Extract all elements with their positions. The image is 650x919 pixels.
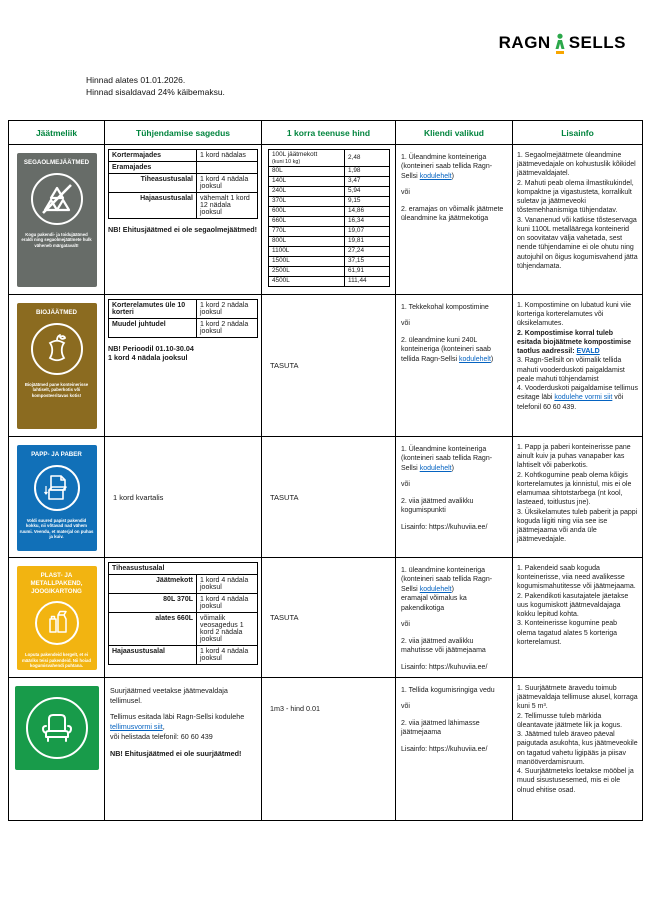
apple-core-icon: [31, 323, 83, 375]
freq-label: alates 660L: [109, 613, 197, 646]
price-value: 19,07: [345, 226, 390, 236]
info-item: 2. Tellimusse tuleb märkida üleantavate jäätmete liik ja kogus.: [517, 712, 623, 729]
price-size: 2500L: [269, 266, 345, 276]
choice-1: 1. Tekkekohal kompostimine: [401, 304, 489, 311]
price-size: 800L: [269, 236, 345, 246]
or-separator: või: [401, 481, 410, 489]
info-item: 1. Suurjäätmete äravedu toimub jäätmevaldaja tellimuse alusel, korraga kuni 5 m³.: [517, 685, 638, 711]
price-size: 1100L: [269, 246, 345, 256]
row-papp-ja-paber: [9, 437, 642, 558]
price-size: 660L: [269, 216, 345, 226]
freq-value: 1 kord 2 nädala jooksul: [197, 319, 258, 338]
segaolme-frequency-table: [108, 149, 258, 219]
paber-info-cell: [513, 437, 642, 558]
segaolme-price-cell: [262, 145, 396, 295]
pakend-card-cell: [9, 558, 105, 678]
koduleht-link[interactable]: kodulehelt: [458, 355, 491, 363]
info-item: 2. Mahuti peab olema ilmastikukindel, kompaktne ja vigastusteta, korralikult suletav ja jäätmeveoki tõstemehhanismiga tühjendatav.: [517, 179, 634, 215]
price-table: [8, 120, 643, 821]
tellimusvorm-link[interactable]: tellimusvormi siit: [110, 722, 163, 732]
freq-label: Hajaasustusalal: [109, 193, 197, 219]
freq-value: 1 kord kvartalis: [113, 492, 164, 502]
ragn-sells-man-icon: [552, 33, 568, 55]
evald-link[interactable]: EVALD: [576, 348, 600, 356]
segaolme-card-cell: [9, 145, 105, 295]
paber-card: [17, 445, 97, 551]
pakend-choices-cell: [396, 558, 513, 678]
price-value: 16,34: [345, 216, 390, 226]
row-plast-metallpakend: [9, 558, 642, 678]
header-valikud: Kliendi valikud: [396, 121, 513, 145]
bio-note: NB! Perioodil 01.10-30.04 1 kord 4 nädala jooksul: [108, 344, 194, 363]
info-item: 3. Ragn-Sellsilt on võimalik tellida mahuti vooderduskoti paigaldamist peale mahuti tühjendamist: [517, 357, 625, 383]
freq-label: Eramajades: [109, 162, 197, 174]
paber-caption: Voldi suured papist pakendid kokku, nii võtavad nad vähem ruumi. Veendu, et materjal on puhas ja kuiv.: [19, 517, 94, 540]
info-item: 3. Üksikelamutes tuleb paberit ja pappi koguda liigiti ning viia see ise jäätmejaama või anda üle jäätmevedajale.: [517, 508, 638, 544]
intro-text: [86, 74, 225, 99]
info-item: 1. Papp ja paberi konteinerisse pane ainult kuiv ja puhas vanapaber kas lahtiselt või paberkotis.: [517, 444, 631, 470]
row-segaolmejaatmed: [9, 145, 642, 295]
paber-title: PAPP- JA PABER: [31, 451, 82, 458]
info-item: 3. Konteinerisse kogumine peab olema tagatud alates 5 korteriga korterelamust.: [517, 620, 618, 646]
price-size: 100L jäätmekott (kuni 10 kg): [269, 150, 345, 167]
choice-1-extra: eramajal võimalus ka pakendikotiga: [401, 595, 467, 612]
info-item: 1. Segaolmejäätmete üleandmine jäätmevedajale on kohustuslik kõikidel jäätmevaldajatel.: [517, 152, 636, 178]
price-value: 61,91: [345, 266, 390, 276]
segaolme-caption: Kogu pakendi- ja toidujäätmed eraldi ning segaolmejäätmete hulk väheneb märgatavalt!: [21, 231, 92, 248]
info-item: 2. Pakendikoti kasutajatele jäetakse uus kogumiskott jäätmevaldajaga kokku lepitud kohta.: [517, 592, 629, 619]
info-item: 3. Jäätmed tuleb äraveo päeval paigutada asukohta, kus jäätmeveokile on tagatud vahetu ligipääs ja piisav manööverdamisruum.: [517, 731, 638, 766]
freq-header: Tiheasustusalal: [109, 563, 258, 575]
logo-word-ragn: RAGN: [498, 33, 551, 52]
price-effective-date: Hinnad alates 01.01.2026.: [86, 75, 186, 85]
choice-2: 2. viia jäätmed avalikku mahutisse või jäätmejaama: [401, 637, 486, 655]
suur-note: NB! Ehitusjäätmed ei ole suurjäätmed!: [110, 748, 242, 758]
info-item: 2. Kohtkogumine peab olema kõigis korterelamutes ja kinnistul, mis ei ole elamumaa sihtotstarbega (nt kool, lasteaed, toitlustus jne).: [517, 471, 632, 507]
price-value: 2,48: [345, 150, 390, 167]
price-value: 37,15: [345, 256, 390, 266]
price-free: TASUTA: [270, 361, 299, 370]
info-item: 1. Pakendeid saab koguda konteinerisse, viia need avalikesse kogumismahutitesse või jäätmejaama.: [517, 565, 636, 591]
suur-choices-cell: [396, 678, 513, 820]
suur-card: [15, 686, 99, 770]
freq-label: Kortermajades: [109, 150, 197, 162]
pakend-frequency-table: [108, 562, 258, 665]
bio-card: [17, 303, 97, 429]
bottle-and-carton-icon: [35, 601, 79, 645]
bio-choices-cell: [396, 295, 513, 437]
price-size: 4500L: [269, 276, 345, 286]
price-size-sub: (kuni 10 kg): [272, 158, 301, 165]
suur-frequency-cell: Suurjäätmed veetakse jäätmevaldaja tellimusel. Tellimus esitada läbi Ragn-Sellsi kodulehe tellimusvormi siit, või helistada telefonil: 60 60 439 NB! Ehitusjäätmed ei ole suurjäätmed!: [105, 678, 262, 820]
price-value: 14,86: [345, 206, 390, 216]
pakend-card: [17, 566, 97, 670]
freq-label: Hajaasustusalal: [109, 646, 197, 665]
or-separator: või: [401, 703, 410, 711]
choice-1: 1. Üleandmine konteineriga (konteineri saab tellida Ragn-Sellsi kodulehelt): [401, 154, 493, 180]
suur-freq-phone: või helistada telefonil: 60 60 439: [110, 731, 213, 741]
price-value: 9,15: [345, 196, 390, 206]
suur-card-cell: [9, 678, 105, 820]
header-lisainfo: Lisainfo: [513, 121, 642, 145]
header-jaatmeliik: Jäätmeliik: [9, 121, 105, 145]
header-hind: 1 korra teenuse hind: [262, 121, 396, 145]
info-item: 1. Kompostimine on lubatud kuni viie korteriga korterelamutes või üksikelamutes.: [517, 302, 632, 328]
choice-1: 1. üleandmine konteineriga (konteineri saab tellida Ragn-Sellsi kodulehelt): [401, 567, 493, 593]
pakend-info-cell: [513, 558, 642, 678]
info-item: 3. Vananenud või katkise tõsteservaga kuni 1100L metalläärega konteinerid on soovitatav välja vahetada, sest nende tühjendamine ei ole ohutu ning autojuhil on õigus kogumisvahend jätta tühjendamata.: [517, 216, 638, 270]
suur-price-cell: [262, 678, 396, 820]
price-value: 1m3 - hind 0.01: [270, 704, 320, 713]
bio-frequency-table: [108, 299, 258, 338]
info-item: 4. Vooderduskoti paigaldamise tellimus esitage läbi kodulehe vormi siit või telefonil 60 60 439.: [517, 385, 639, 411]
choice-1: 1. Tellida kogumisringiga vedu: [401, 687, 495, 694]
price-value: 19,81: [345, 236, 390, 246]
freq-label: Korterelamutes üle 10 korteri: [109, 300, 197, 319]
bio-card-cell: [9, 295, 105, 437]
bio-caption: Biojäätmed pane konteinerisse lahtiselt, paberkotis või komposteeritavas kotis!: [24, 381, 89, 398]
choice-1: 1. Üleandmine konteineriga (konteineri saab tellida Ragn-Sellsi kodulehelt): [401, 446, 493, 472]
segaolme-choices-cell: [396, 145, 513, 295]
suur-freq-p1: Suurjäätmed veetakse jäätmevaldaja tellimusel.: [110, 686, 228, 705]
or-separator: või: [401, 189, 410, 197]
freq-value: vähemalt 1 kord 12 nädala jooksul: [197, 193, 258, 219]
price-value: 27,24: [345, 246, 390, 256]
koduleht-link[interactable]: kodulehelt: [419, 585, 452, 593]
price-size: 1500L: [269, 256, 345, 266]
price-size: 770L: [269, 226, 345, 236]
price-size: 240L: [269, 186, 345, 196]
price-free: TASUTA: [270, 492, 299, 502]
info-item: 4. Suurjäätmeteks loetakse mööbel ja muud sisustusesemed, mis ei ole olnud ehitise osad.: [517, 768, 634, 794]
price-size: 140L: [269, 176, 345, 186]
kuhuviia-link-text: Lisainfo: https://kuhuviia.ee/: [401, 523, 488, 531]
price-value: 1,98: [345, 166, 390, 176]
paper-and-box-icon: [34, 465, 80, 511]
koduleht-link[interactable]: kodulehelt: [419, 172, 452, 180]
freq-value: [197, 162, 258, 174]
freq-value: 1 kord 2 nädala jooksul: [197, 300, 258, 319]
freq-value: 1 kord 4 nädala jooksul: [197, 575, 258, 594]
bio-info-cell: [513, 295, 642, 437]
paber-choices-cell: [396, 437, 513, 558]
pakend-frequency-cell: [105, 558, 262, 678]
segaolme-info-cell: [513, 145, 642, 295]
row-suurjaatmed: [9, 678, 642, 820]
freq-value: võimalik veosagedus 1 kord 2 nädala jooksul: [197, 613, 258, 646]
freq-value: 1 kord nädalas: [197, 150, 258, 162]
segaolme-frequency-cell: [105, 145, 262, 295]
kuhuviia-link-text: Lisainfo: https://kuhuviia.ee/: [401, 663, 488, 671]
table-header-row: [9, 121, 642, 145]
price-value: 5,94: [345, 186, 390, 196]
koduleht-vorm-link[interactable]: kodulehe vormi siit: [554, 394, 613, 402]
vat-note: Hinnad sisaldavad 24% käibemaksu.: [86, 87, 225, 98]
freq-value: 1 kord 4 nädala jooksul: [197, 594, 258, 613]
segaolme-card: [17, 153, 97, 287]
segaolme-note: NB! Ehitusjäätmed ei ole segaolmejäätmed!: [108, 225, 257, 234]
price-free: TASUTA: [270, 613, 299, 622]
row-biojaatmed: [9, 295, 642, 437]
or-separator: või: [401, 621, 410, 629]
pakend-title: PLAST- JA METALLPAKEND, JOOGIKARTONG: [30, 572, 83, 595]
freq-value: 1 kord 4 nädala jooksul: [197, 174, 258, 193]
price-size: 370L: [269, 196, 345, 206]
ragn-sells-logo: [499, 33, 626, 55]
or-separator: või: [401, 320, 410, 328]
pakend-caption: Loputa pakendeid kergelt, et ei määriks teisi pakendeid. Nii hoiad kogumisvahendi puhtana.: [21, 652, 91, 669]
choice-2: 2. eramajas on võimalik jäätmete üleandmine ka jäätmekotiga: [401, 205, 504, 223]
paber-frequency-cell: [105, 437, 262, 558]
freq-label: Tiheasustusalal: [109, 174, 197, 193]
paber-price-cell: [262, 437, 396, 558]
price-size: 80L: [269, 166, 345, 176]
choice-2: 2. viia jäätmed avalikku kogumispunkti: [401, 497, 474, 515]
header-sagedus: Tühjendamise sagedus: [105, 121, 262, 145]
bio-frequency-cell: [105, 295, 262, 437]
freq-label: Muudel juhtudel: [109, 319, 197, 338]
no-recycling-icon: [31, 173, 83, 225]
freq-label: Jäätmekott: [109, 575, 197, 594]
koduleht-link[interactable]: kodulehelt: [419, 464, 452, 472]
kuhuviia-link-text: Lisainfo: https://kuhuviia.ee/: [401, 745, 488, 753]
freq-value: 1 kord 4 nädala jooksul: [197, 646, 258, 665]
segaolme-price-list: [268, 149, 390, 287]
price-size: 600L: [269, 206, 345, 216]
bio-title: BIOJÄÄTMED: [36, 309, 77, 316]
pakend-price-cell: [262, 558, 396, 678]
info-item: 2. Kompostimise korral tuleb esitada biojäätmete kompostimise taotlus aadressil: EVALD: [517, 329, 631, 356]
freq-label: 80L 370L: [109, 594, 197, 613]
segaolme-title: SEGAOLMEJÄÄTMED: [23, 159, 90, 166]
paber-card-cell: [9, 437, 105, 558]
price-value: 3,47: [345, 176, 390, 186]
suur-info-cell: [513, 678, 642, 820]
choice-2: 2. viia jäätmed lähimasse jäätmejaama: [401, 719, 480, 737]
logo-word-sells: SELLS: [568, 33, 626, 52]
bio-price-cell: [262, 295, 396, 437]
price-value: 111,44: [345, 276, 390, 286]
armchair-icon: [26, 697, 88, 759]
choice-2: 2. üleandmine kuni 240L konteineriga (konteineri saab tellida Ragn-Sellsi kodulehelt): [401, 336, 494, 363]
